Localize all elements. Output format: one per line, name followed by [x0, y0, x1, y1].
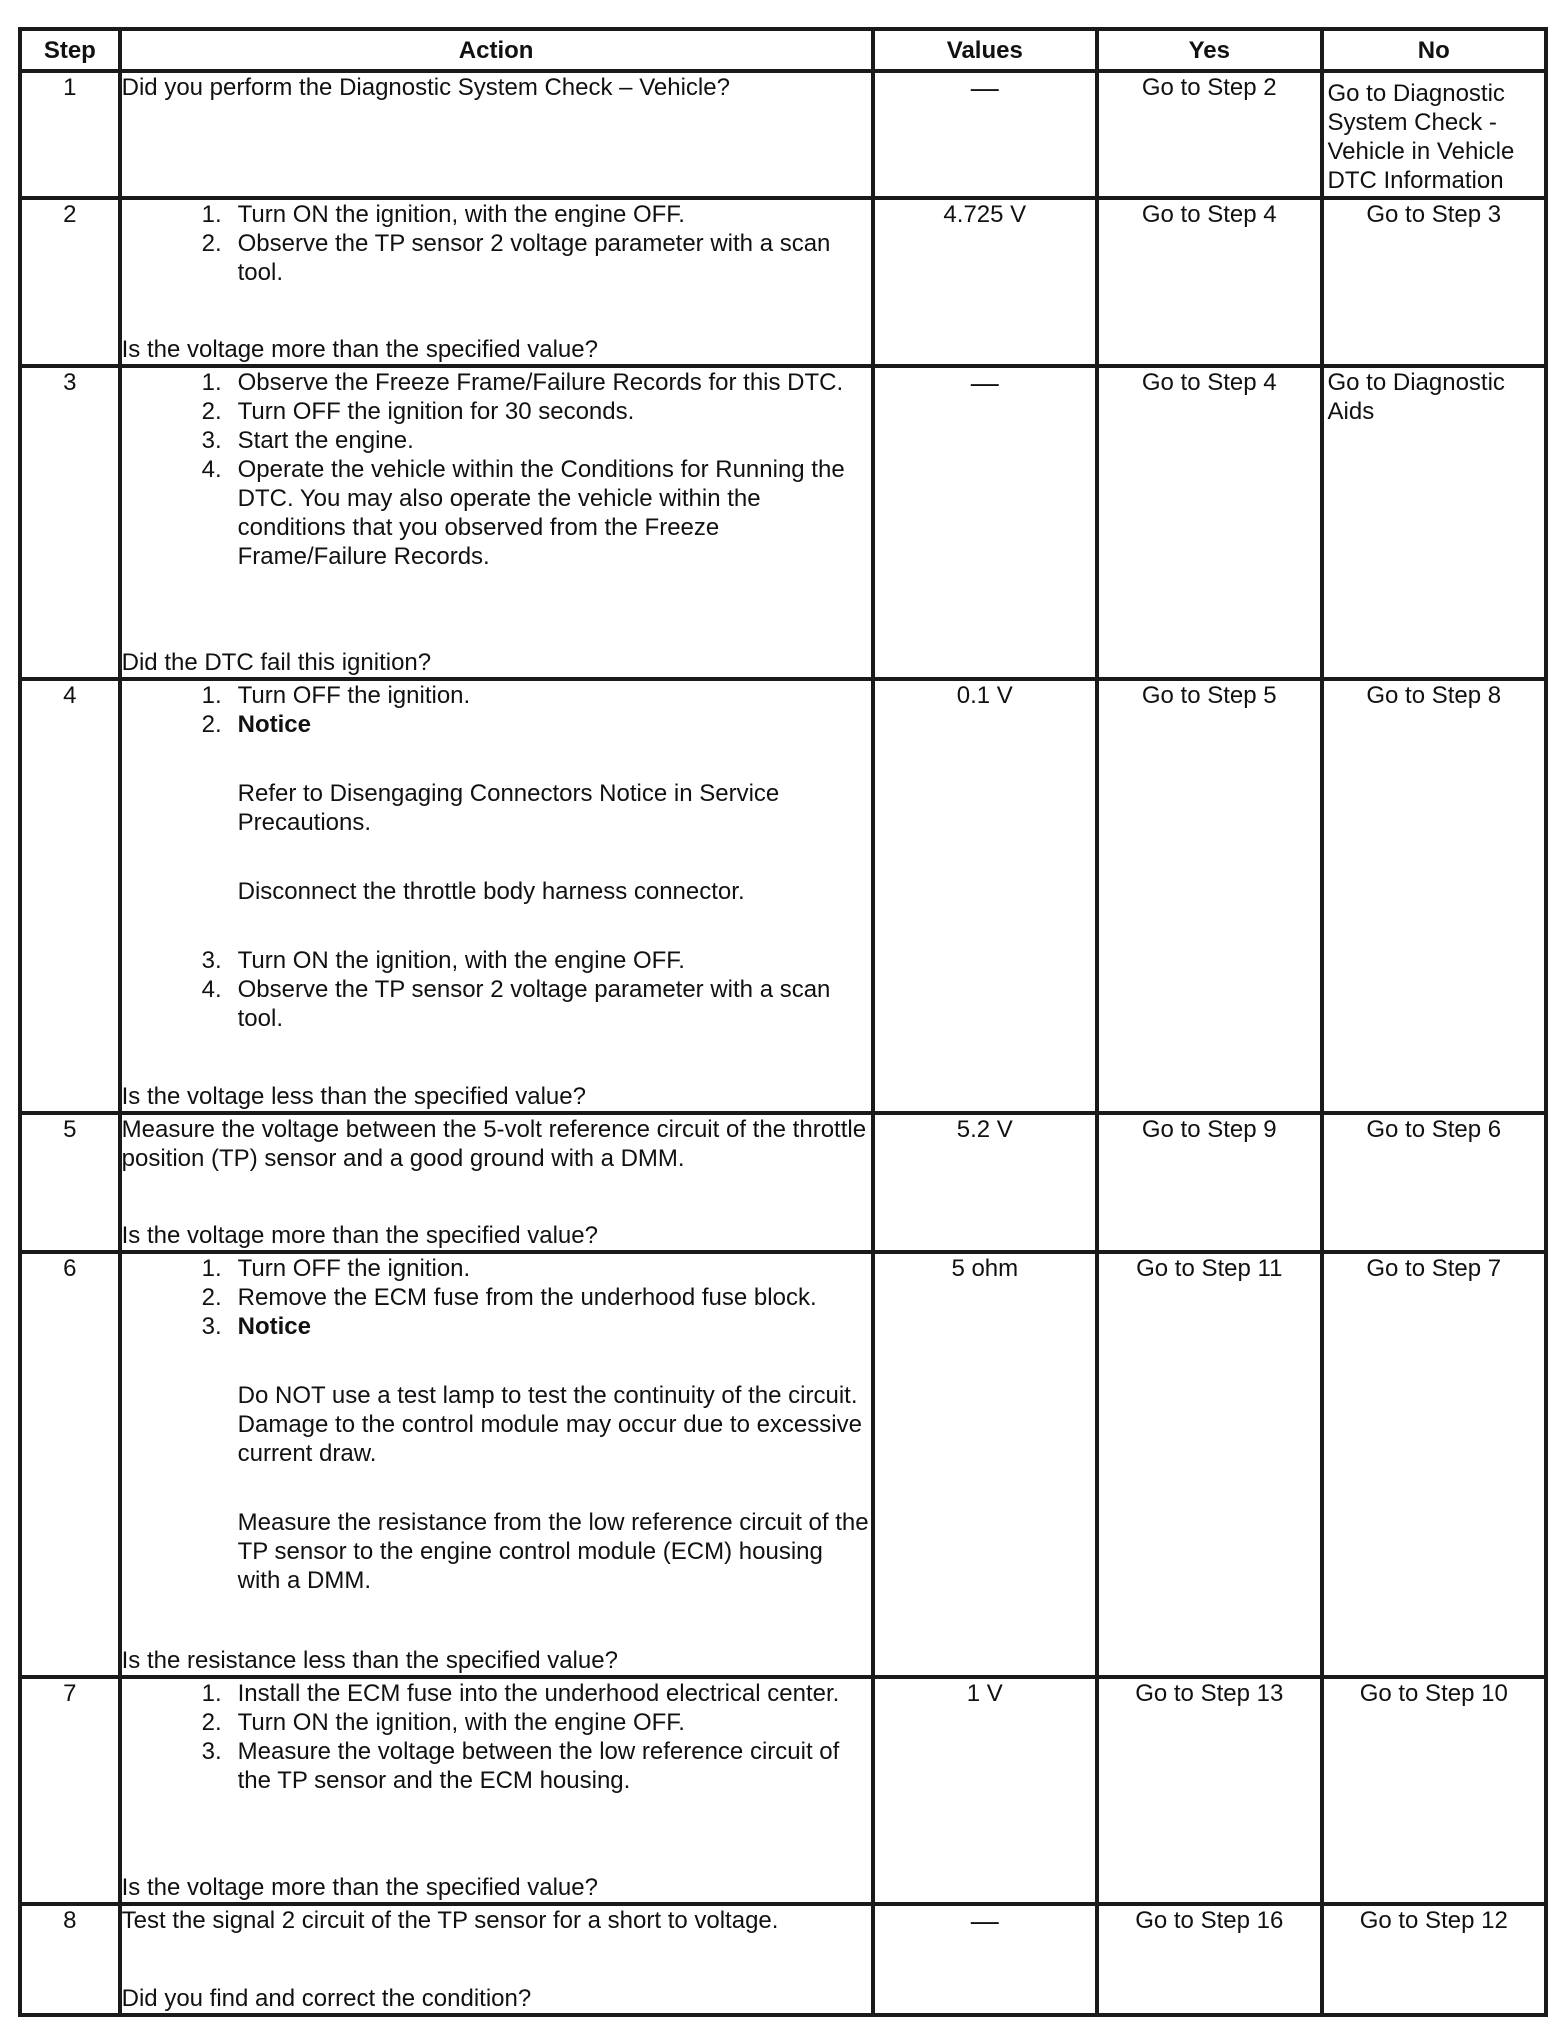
table-row: [20, 1252, 1546, 1677]
list-item: 1. Install the ECM fuse into the underhood electrical center.: [201, 1680, 840, 1707]
step-number: 4: [20, 679, 120, 1113]
action-cell: [120, 1252, 873, 1677]
step-number: 8: [20, 1904, 120, 2015]
value-cell: 5.2 V: [873, 1113, 1097, 1252]
action-question: Is the resistance less than the specified value?: [121, 1647, 618, 1674]
value-text: —: [970, 1905, 999, 1936]
step-number: 1: [20, 71, 120, 198]
header-no: No: [1322, 29, 1547, 71]
header-step: Step: [20, 29, 120, 71]
action-steps: [122, 200, 871, 287]
value-cell: 4.725 V: [873, 198, 1097, 366]
no-cell: Go to Diagnostic Aids: [1322, 366, 1547, 679]
sub-step-text: Disconnect the throttle body harness connector.: [237, 878, 745, 905]
action-cell: [120, 71, 873, 198]
action-cell: [120, 1113, 873, 1252]
list-item: 2. Turn OFF the ignition for 30 seconds.: [201, 398, 635, 425]
action-intro: Did you perform the Diagnostic System Check – Vehicle?: [121, 74, 730, 101]
no-cell: Go to Step 6: [1322, 1113, 1547, 1252]
table-row: [20, 198, 1546, 366]
action-question: Is the voltage less than the specified value?: [121, 1083, 586, 1110]
step-number: 2: [20, 198, 120, 366]
yes-cell: Go to Step 4: [1097, 366, 1321, 679]
table-row: [20, 1904, 1546, 2015]
value-text: —: [970, 72, 999, 103]
header-values: Values: [873, 29, 1097, 71]
yes-cell: Go to Step 16: [1097, 1904, 1321, 2015]
action-cell: [120, 1677, 873, 1904]
no-cell: Go to Step 3: [1322, 198, 1547, 366]
table-row: [20, 1677, 1546, 1904]
step-number: 7: [20, 1677, 120, 1904]
action-cell: [120, 198, 873, 366]
list-item: 1. Turn OFF the ignition.: [201, 682, 471, 709]
action-cell: [120, 679, 873, 1113]
no-cell: Go to Step 10: [1322, 1677, 1547, 1904]
action-question: Is the voltage more than the specified value?: [121, 336, 598, 363]
diagnostic-table: [18, 27, 1548, 2017]
action-question: Did the DTC fail this ignition?: [121, 649, 432, 676]
action-intro: Measure the voltage between the 5-volt reference circuit of the throttle position (TP) sensor and a good ground with a DMM.: [121, 1116, 867, 1172]
notice-heading: Notice: [237, 711, 311, 738]
table-row: [20, 1113, 1546, 1252]
value-text: —: [970, 367, 999, 398]
action-cell: [120, 1904, 873, 2015]
value-cell: 5 ohm: [873, 1252, 1097, 1677]
yes-cell: Go to Step 9: [1097, 1113, 1321, 1252]
list-item: 1. Turn ON the ignition, with the engine OFF.: [201, 201, 685, 228]
yes-cell: Go to Step 5: [1097, 679, 1321, 1113]
list-item: 2. Turn ON the ignition, with the engine OFF.: [201, 1709, 685, 1736]
list-item: 1. Turn OFF the ignition.: [201, 1255, 471, 1282]
action-question: Did you find and correct the condition?: [121, 1985, 532, 2012]
no-cell: Go to Step 12: [1322, 1904, 1547, 2015]
header-row: [20, 29, 1546, 71]
header-yes: Yes: [1097, 29, 1321, 71]
no-cell: Go to Diagnostic System Check - Vehicle in Vehicle DTC Information: [1322, 71, 1547, 198]
list-item: 4. Observe the TP sensor 2 voltage parameter with a scan tool.: [201, 976, 831, 1032]
table-row: [20, 366, 1546, 679]
action-question: Is the voltage more than the specified value?: [121, 1874, 598, 1901]
step-number: 5: [20, 1113, 120, 1252]
list-item: 3. Notice: [122, 1312, 871, 1341]
list-item: 1. Observe the Freeze Frame/Failure Records for this DTC.: [201, 369, 844, 396]
yes-cell: Go to Step 13: [1097, 1677, 1321, 1904]
action-question: Is the voltage more than the specified value?: [121, 1222, 598, 1249]
header-action: Action: [120, 29, 873, 71]
list-item: 3. Measure the voltage between the low reference circuit of the TP sensor and the ECM housing.: [201, 1738, 840, 1794]
action-steps: [122, 1254, 871, 1341]
action-cell: [120, 366, 873, 679]
value-cell: [873, 1904, 1097, 2015]
no-cell: Go to Step 8: [1322, 679, 1547, 1113]
notice-text: Refer to Disengaging Connectors Notice in Service Precautions.: [237, 780, 780, 836]
value-cell: 0.1 V: [873, 679, 1097, 1113]
action-steps: [122, 1679, 871, 1795]
yes-cell: Go to Step 2: [1097, 71, 1321, 198]
action-steps: [122, 368, 871, 571]
step-number: 6: [20, 1252, 120, 1677]
value-cell: [873, 366, 1097, 679]
action-steps: [122, 946, 871, 1033]
value-cell: [873, 71, 1097, 198]
list-item: 2. Observe the TP sensor 2 voltage parameter with a scan tool.: [201, 230, 831, 286]
list-item: 2. Notice: [122, 710, 871, 739]
value-cell: 1 V: [873, 1677, 1097, 1904]
list-item: 4. Operate the vehicle within the Conditions for Running the DTC. You may also operate the vehicle within the conditions that you observed from the Freeze Frame/Failure Records.: [201, 456, 845, 570]
action-intro: Test the signal 2 circuit of the TP sensor for a short to voltage.: [121, 1907, 779, 1934]
sub-step-text: Measure the resistance from the low reference circuit of the TP sensor to the engine control module (ECM) housing with a DMM.: [237, 1509, 869, 1594]
table-row: [20, 71, 1546, 198]
list-item: 3. Start the engine.: [201, 427, 414, 454]
notice-heading: Notice: [237, 1313, 311, 1340]
list-item: 3. Turn ON the ignition, with the engine OFF.: [201, 947, 685, 974]
list-item: 2. Remove the ECM fuse from the underhood fuse block.: [201, 1284, 817, 1311]
yes-cell: Go to Step 4: [1097, 198, 1321, 366]
notice-text: Do NOT use a test lamp to test the continuity of the circuit. Damage to the control module may occur due to excessive current draw.: [237, 1382, 862, 1467]
table-row: [20, 679, 1546, 1113]
no-cell: Go to Step 7: [1322, 1252, 1547, 1677]
step-number: 3: [20, 366, 120, 679]
action-steps: [122, 681, 871, 739]
yes-cell: Go to Step 11: [1097, 1252, 1321, 1677]
